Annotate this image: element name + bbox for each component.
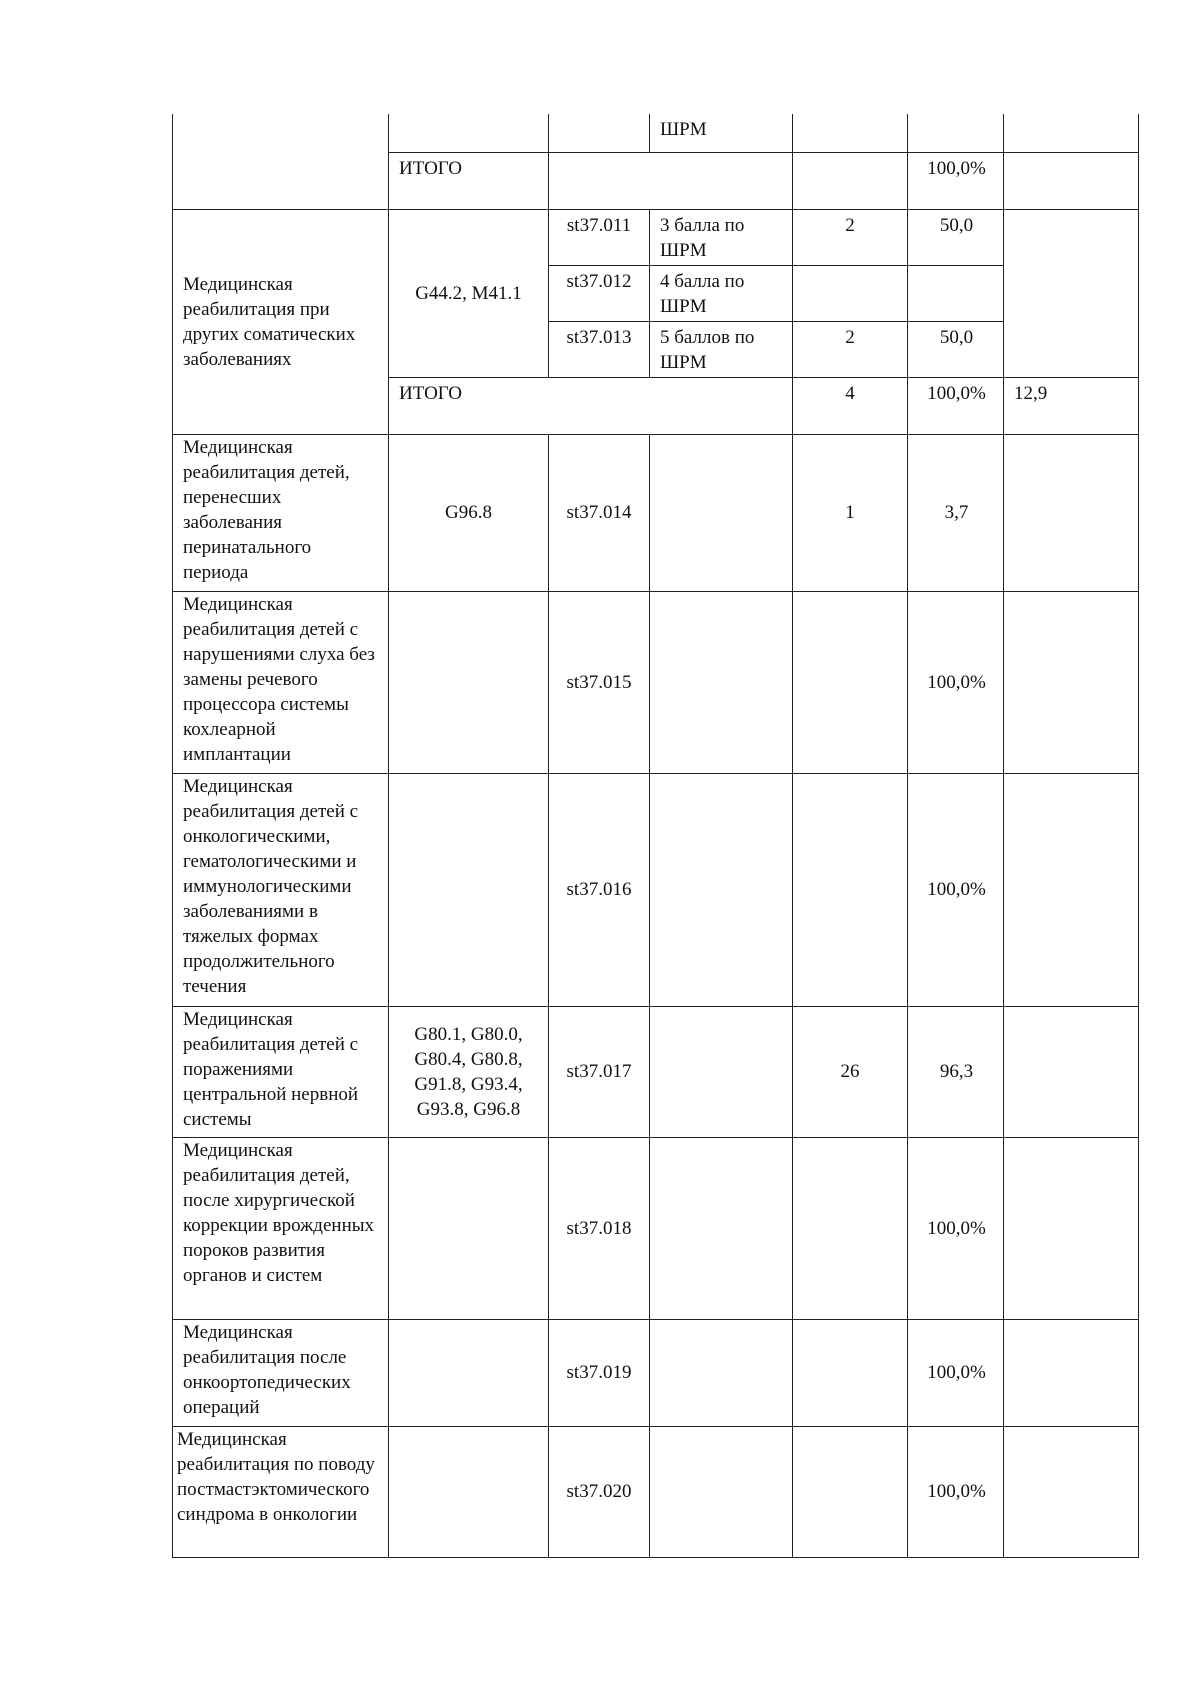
share-cell: 96,3 [908,1006,1004,1137]
count-cell: 26 [793,1006,908,1137]
count-cell [793,1137,908,1319]
group-name-cell: Медицинская реабилитация детей, после хирургической коррекции врожденных пороков развития органов и систем [173,1137,389,1319]
code-cell: st37.015 [549,591,650,773]
group-name-cell: Медицинская реабилитация после онкоортопедических операций [173,1319,389,1426]
group-desc-cell: ШРМ [650,114,793,152]
mkb-cell [389,1426,549,1557]
count-cell [793,773,908,1006]
share-cell: 100,0% [908,591,1004,773]
group-name-cell: Медицинская реабилитация детей с поражениями центральной нервной системы [173,1006,389,1137]
code-cell: st37.012 [549,265,650,321]
count-cell [793,1426,908,1557]
share-cell: 3,7 [908,434,1004,591]
code-cell: st37.019 [549,1319,650,1426]
table-row [173,591,1139,773]
table-row [173,1006,1139,1137]
table-row [173,773,1139,1006]
group-name-cell: Медицинская реабилитация детей с нарушениями слуха без замены речевого процессора системы кохлеарной имплантации [173,591,389,773]
code-cell: st37.014 [549,434,650,591]
table-row [173,1137,1139,1319]
table-row [173,114,1139,152]
code-cell: st37.016 [549,773,650,1006]
share-cell: 50,0 [908,209,1004,265]
desc-cell: 5 баллов по ШРМ [650,321,793,377]
itogo-label: ИТОГО [389,377,793,434]
desc-cell: 3 балла по ШРМ [650,209,793,265]
code-cell: st37.020 [549,1426,650,1557]
itogo-label: ИТОГО [389,152,549,209]
group-name-cell: Медицинская реабилитация по поводу постмастэктомического синдрома в онкологии [173,1426,389,1557]
share-cell [908,265,1004,321]
count-cell: 4 [793,377,908,434]
mkb-cell [389,773,549,1006]
count-cell [793,1319,908,1426]
code-cell: st37.013 [549,321,650,377]
continued-group-name-cell [173,114,389,209]
count-cell: 1 [793,434,908,591]
count-cell [793,591,908,773]
desc-cell: 4 балла по ШРМ [650,265,793,321]
mkb-cell [389,1319,549,1426]
group-name-cell: Медицинская реабилитация детей, перенесших заболевания перинатального периода [173,434,389,591]
group-name-cell: Медицинская реабилитация при других соматических заболеваниях [173,209,389,434]
count-cell: 2 [793,209,908,265]
count-cell: 2 [793,321,908,377]
share-cell: 100,0% [908,152,1004,209]
share-cell: 100,0% [908,377,1004,434]
share-cell: 100,0% [908,1426,1004,1557]
code-cell: st37.018 [549,1137,650,1319]
code-cell: st37.011 [549,209,650,265]
table-row [173,1426,1139,1557]
table-row [173,434,1139,591]
share-cell: 100,0% [908,773,1004,1006]
rehab-table [172,114,1139,1558]
mkb-cell: G80.1, G80.0, G80.4, G80.8, G91.8, G93.4, G93.8, G96.8 [389,1006,549,1137]
group-name-cell: Медицинская реабилитация детей с онкологическими, гематологическими и иммунологическими заболеваниями в тяжелых формах продолжительного течения [173,773,389,1006]
extra-cell: 12,9 [1004,377,1139,434]
table-row [173,1319,1139,1426]
table-row [173,209,1139,265]
share-cell: 100,0% [908,1319,1004,1426]
code-cell: st37.017 [549,1006,650,1137]
mkb-cell: G96.8 [389,434,549,591]
mkb-cell: G44.2, M41.1 [389,209,549,377]
share-cell: 50,0 [908,321,1004,377]
mkb-cell [389,1137,549,1319]
mkb-cell [389,591,549,773]
share-cell: 100,0% [908,1137,1004,1319]
count-cell [793,265,908,321]
